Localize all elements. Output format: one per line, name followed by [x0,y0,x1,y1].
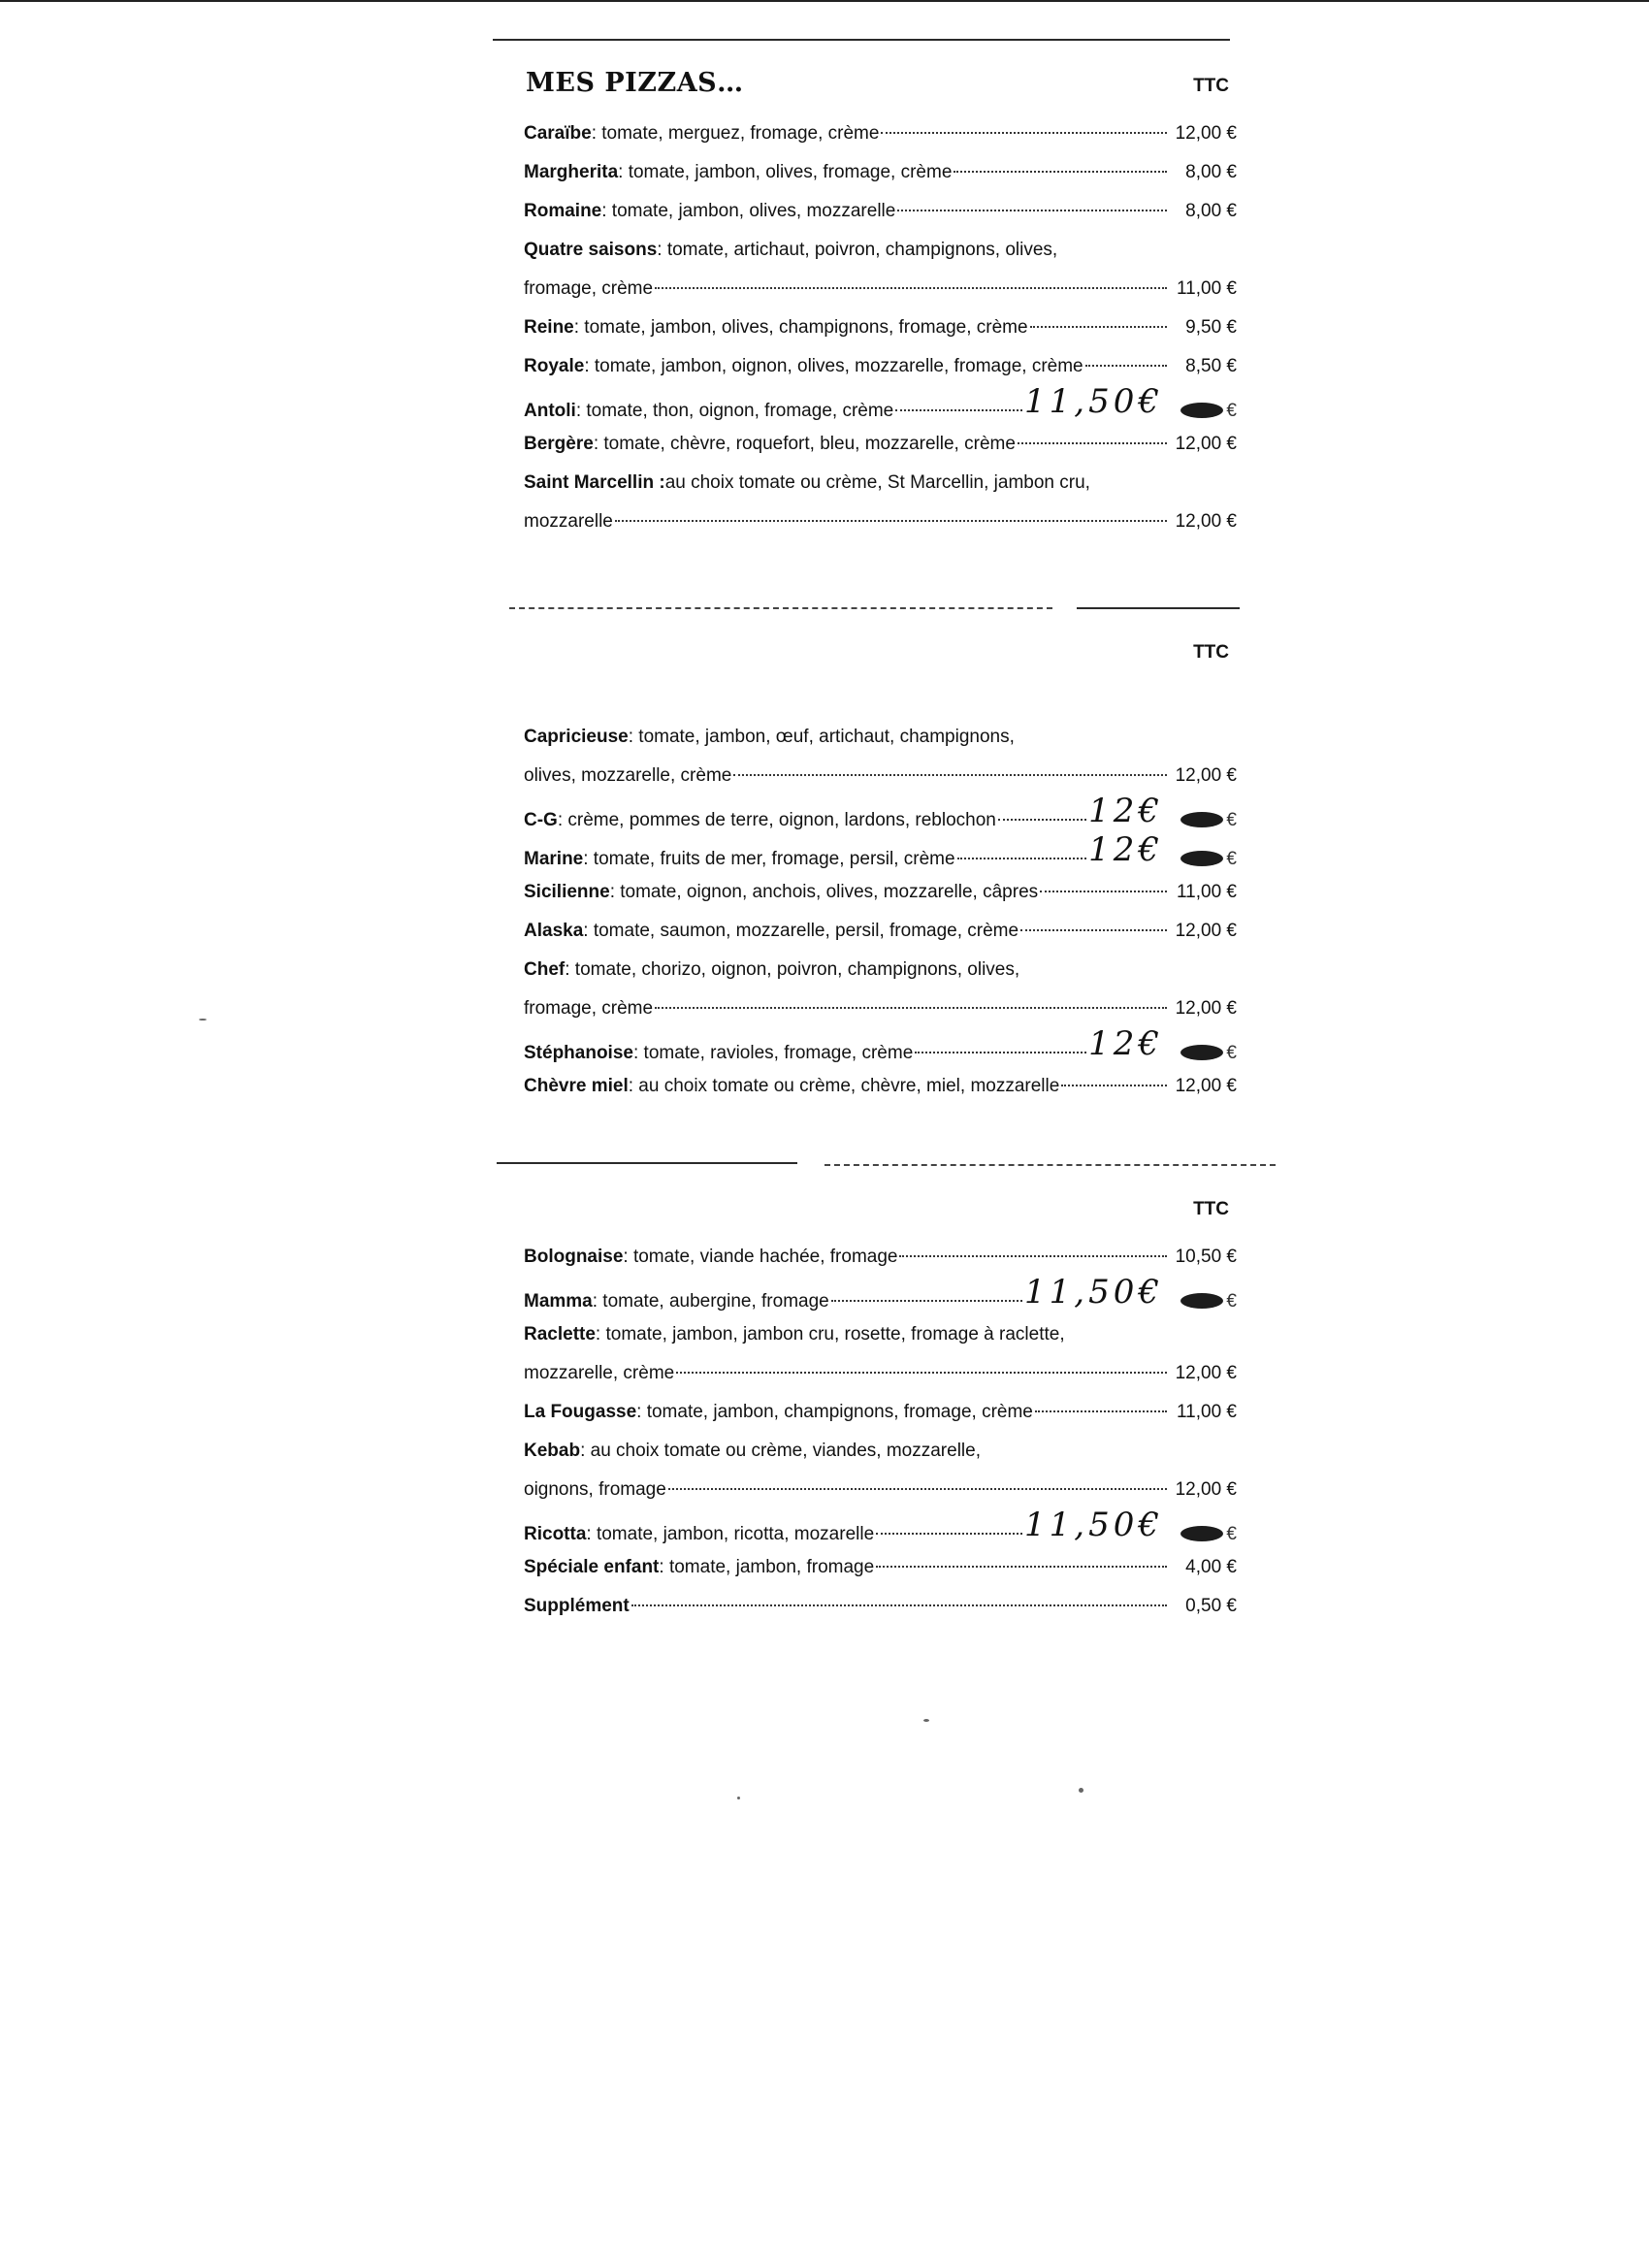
crossed-out-price [1169,801,1237,840]
handwritten-price: 11,50€ [1024,1273,1163,1312]
item-price: € [1226,1524,1237,1544]
scan-speck [923,1719,929,1722]
item-description: : tomate, viande hachée, fromage [623,1247,898,1267]
item-name: Spéciale enfant [524,1557,660,1577]
menu-item [524,192,1237,231]
menu-item-continuation [524,502,1237,541]
separator-rule-3 [1077,607,1240,609]
item-description-continuation: olives, mozzarelle, crème [524,765,732,786]
item-name: Capricieuse [524,727,629,747]
dot-leader [895,408,1022,411]
item-description: : tomate, jambon, jambon cru, rosette, fromage à raclette, [595,1324,1065,1345]
item-description-continuation: mozzarelle [524,511,613,532]
menu-section-1 [524,56,1237,541]
item-name: Saint Marcellin : [524,472,665,493]
scribble-mark [1180,403,1223,418]
scribble-mark [1180,1045,1223,1060]
item-description: : tomate, jambon, œuf, artichaut, champignons, [628,727,1015,747]
item-name: Bolognaise [524,1247,624,1267]
menu-item [524,153,1237,192]
dot-leader [915,1051,1086,1053]
item-price: 11,00 € [1177,1402,1237,1422]
menu-item [524,951,1237,989]
item-name: Stéphanoise [524,1043,633,1063]
item-price: 12,00 € [1175,123,1237,144]
item-description: : tomate, fruits de mer, fromage, persil, crème [583,849,955,869]
item-price: 0,50 € [1185,1596,1237,1616]
menu-item [524,464,1237,502]
item-name: Antoli [524,401,576,421]
item-description: : tomate, thon, oignon, fromage, crème [575,401,894,421]
item-price: 12,00 € [1175,921,1237,941]
dot-leader [631,1604,1167,1606]
item-description: : tomate, jambon, fromage [659,1557,875,1577]
handwritten-price: 12€ [1088,1024,1163,1063]
item-price: 12,00 € [1175,998,1237,1019]
handwritten-price: 11,50€ [1024,1506,1163,1544]
dot-leader [1040,890,1167,892]
dot-leader [957,857,1087,859]
menu-items [524,718,1237,1106]
item-name: Bergère [524,434,594,454]
dot-leader [1018,441,1167,444]
item-price: 12,00 € [1175,765,1237,786]
item-description-continuation: mozzarelle, crème [524,1363,675,1383]
separator-rule-4 [497,1162,797,1164]
menu-item-continuation [524,1471,1237,1509]
menu-item [524,830,1237,873]
item-name: Supplément [524,1596,630,1616]
dot-leader [881,131,1167,134]
dot-leader [655,286,1167,289]
menu-item-continuation [524,1354,1237,1393]
scribble-mark [1180,812,1223,827]
item-name: Quatre saisons [524,240,658,260]
scan-speck [199,1019,207,1021]
dot-leader [998,818,1086,821]
item-description: : crème, pommes de terre, oignon, lardons, reblochon [557,810,996,830]
crossed-out-price [1169,840,1237,879]
item-description: : au choix tomate ou crème, chèvre, miel, mozzarelle [628,1076,1060,1096]
item-name: Ricotta [524,1524,587,1544]
separator-rule-2 [509,607,1052,609]
item-price: € [1226,1043,1237,1063]
menu-item-continuation [524,757,1237,795]
menu-section-3 [524,1180,1237,1626]
dot-leader [954,170,1167,173]
item-price: 8,00 € [1185,162,1237,182]
item-description: : tomate, jambon, ricotta, mozarelle [586,1524,875,1544]
menu-section-2 [524,623,1237,1106]
dot-leader [615,519,1167,522]
menu-item [524,1587,1237,1626]
item-price: € [1226,849,1237,869]
handwritten-price: 12€ [1088,792,1163,830]
menu-item-continuation [524,989,1237,1028]
ttc-label: TTC [1193,1199,1229,1219]
crossed-out-price [1169,1034,1237,1073]
item-description: : tomate, oignon, anchois, olives, mozzarelle, câpres [609,882,1039,902]
item-name: Raclette [524,1324,596,1345]
crossed-out-price [1169,1282,1237,1321]
item-description: : tomate, merguez, fromage, crème [591,123,880,144]
scan-speck [1079,1788,1083,1793]
dot-leader [876,1532,1022,1535]
item-price: 11,00 € [1177,278,1237,299]
item-name: Sicilienne [524,882,610,902]
dot-leader [676,1371,1167,1374]
item-description: : tomate, chèvre, roquefort, bleu, mozzarelle, crème [593,434,1016,454]
item-description: : tomate, jambon, oignon, olives, mozzarelle, fromage, crème [584,356,1083,376]
menu-item [524,1238,1237,1277]
dot-leader [1030,325,1167,328]
menu-item [524,347,1237,386]
menu-items [524,1238,1237,1626]
item-price: 12,00 € [1175,1479,1237,1500]
item-price: € [1226,401,1237,421]
crossed-out-price [1169,1515,1237,1554]
menu-item [524,1273,1237,1315]
item-name: Caraïbe [524,123,592,144]
menu-item [524,873,1237,912]
item-price: 12,00 € [1175,1076,1237,1096]
item-price: 8,00 € [1185,201,1237,221]
item-description: : tomate, artichaut, poivron, champignons, olives, [657,240,1058,260]
menu-item [524,1506,1237,1548]
item-description: : au choix tomate ou crème, viandes, mozzarelle, [580,1441,981,1461]
dot-leader [1020,928,1167,931]
dot-leader [899,1254,1167,1257]
scan-top-edge [0,0,1649,2]
item-name: Marine [524,849,584,869]
item-name: Margherita [524,162,619,182]
item-price: 11,00 € [1177,882,1237,902]
item-name: Kebab [524,1441,581,1461]
menu-item [524,114,1237,153]
scribble-mark [1180,1526,1223,1541]
menu-item [524,912,1237,951]
item-description-continuation: oignons, fromage [524,1479,666,1500]
ttc-label: TTC [1193,642,1229,663]
crossed-out-price [1169,392,1237,431]
item-description: : tomate, saumon, mozzarelle, persil, fromage, crème [583,921,1019,941]
separator-rule-5 [824,1164,1276,1166]
item-description: : tomate, jambon, olives, mozzarelle [601,201,896,221]
menu-item [524,1067,1237,1106]
menu-item [524,1315,1237,1354]
item-name: Chef [524,959,566,980]
item-description: : tomate, aubergine, fromage [592,1291,829,1312]
dot-leader [1085,364,1167,367]
ttc-label: TTC [1193,76,1229,96]
item-name: C-G [524,810,558,830]
dot-leader [1035,1409,1167,1412]
item-description: au choix tomate ou crème, St Marcellin, jambon cru, [664,472,1090,493]
item-price: 4,00 € [1185,1557,1237,1577]
item-price: 8,50 € [1185,356,1237,376]
menu-item [524,1024,1237,1067]
dot-leader [876,1565,1167,1568]
item-description: : tomate, ravioles, fromage, crème [632,1043,914,1063]
dot-leader [668,1487,1167,1490]
menu-item [524,231,1237,270]
scribble-mark [1180,1293,1223,1309]
item-name: Chèvre miel [524,1076,629,1096]
item-name: Alaska [524,921,584,941]
item-name: Mamma [524,1291,593,1312]
scribble-mark [1180,851,1223,866]
menu-item [524,792,1237,834]
menu-item [524,425,1237,464]
scan-speck [737,1797,740,1799]
item-name: Reine [524,317,574,338]
separator-rule-1 [493,39,1230,41]
item-description: : tomate, jambon, champignons, fromage, crème [636,1402,1033,1422]
dot-leader [655,1006,1167,1009]
item-price: 10,50 € [1175,1247,1237,1267]
item-name: Romaine [524,201,602,221]
handwritten-price: 11,50€ [1024,382,1163,421]
menu-item [524,1432,1237,1471]
dot-leader [831,1299,1022,1302]
dot-leader [897,209,1167,211]
menu-item [524,718,1237,757]
item-description: : tomate, chorizo, oignon, poivron, champignons, olives, [565,959,1020,980]
menu-item [524,308,1237,347]
item-price: 12,00 € [1175,1363,1237,1383]
item-description: : tomate, jambon, olives, champignons, fromage, crème [573,317,1028,338]
menu-items [524,114,1237,541]
item-price: 12,00 € [1175,434,1237,454]
item-price: € [1226,1291,1237,1312]
item-price: € [1226,810,1237,830]
menu-item [524,1393,1237,1432]
item-name: Royale [524,356,585,376]
handwritten-price: 12€ [1088,830,1163,869]
item-description-continuation: fromage, crème [524,998,654,1019]
dot-leader [1061,1084,1167,1086]
dot-leader [733,773,1167,776]
item-price: 12,00 € [1175,511,1237,532]
menu-item-continuation [524,270,1237,308]
item-price: 9,50 € [1185,317,1237,338]
menu-item [524,382,1237,425]
item-description-continuation: fromage, crème [524,278,654,299]
menu-item [524,1548,1237,1587]
menu-title: MES PIZZAS… [526,68,744,98]
item-description: : tomate, jambon, olives, fromage, crème [618,162,953,182]
item-name: La Fougasse [524,1402,637,1422]
